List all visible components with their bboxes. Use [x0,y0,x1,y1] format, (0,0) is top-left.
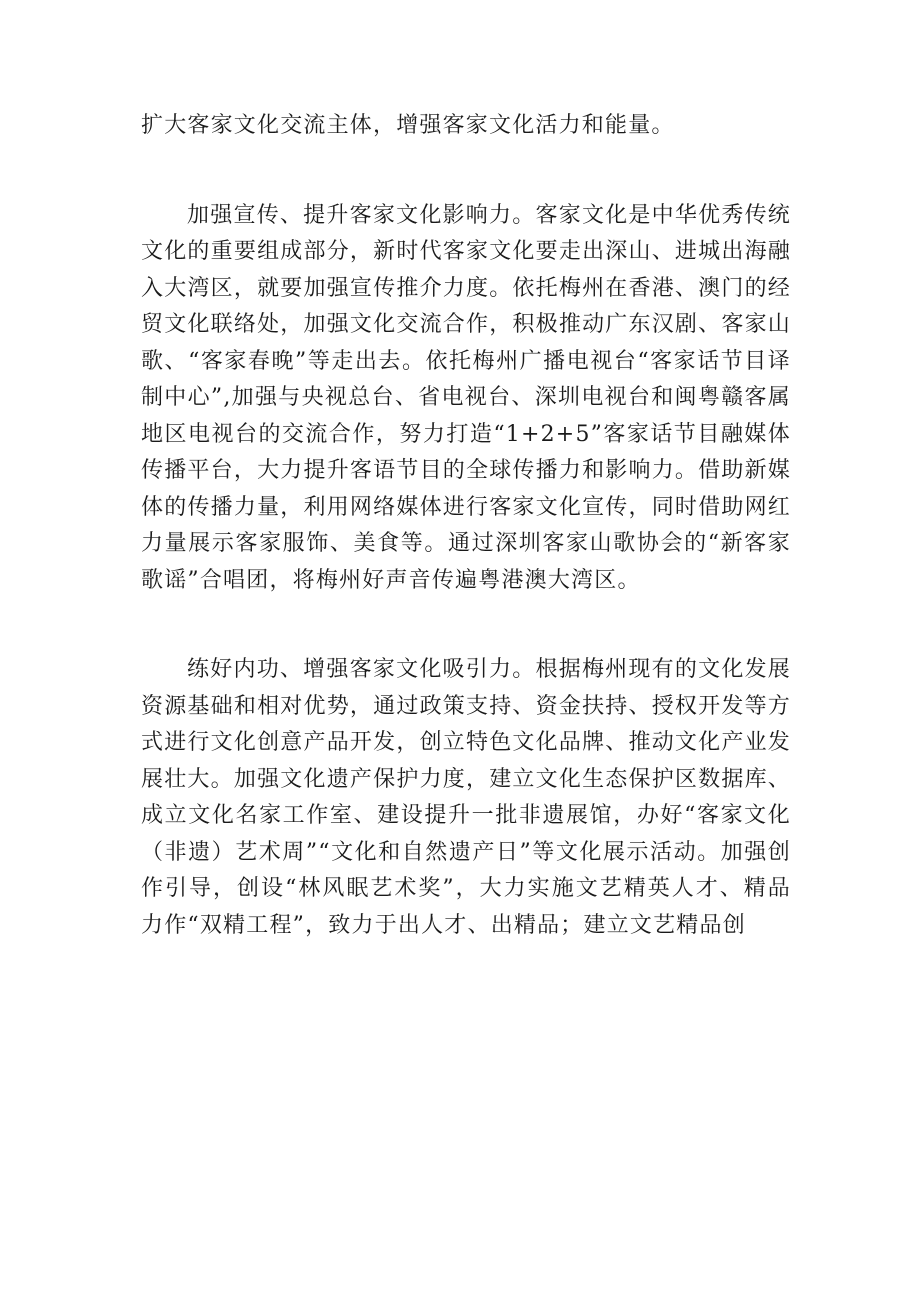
paragraph-inner-strength: 练好内功、增强客家文化吸引力。根据梅州现有的文化发展资源基础和相对优势，通过政策支持、资金扶持、授权开发等方式进行文化创意产品开发，创立特色文化品牌、推动文化产业发展壮大。加强文化遗产保护力度，建立文化生态保护区数据库、成立文化名家工作室、建设提升一批非遗展馆，办好“客家文化（非遗）艺术周”“文化和自然遗产日”等文化展示活动。加强创作引导，创设“林风眠艺术奖”，大力实施文艺精英人才、精品力作“双精工程”，致力于出人才、出精品；建立文艺精品创 [141,657,791,938]
paragraph-publicity: 加强宣传、提升客家文化影响力。客家文化是中华优秀传统文化的重要组成部分，新时代客家文化要走出深山、进城出海融入大湾区，就要加强宣传推介力度。依托梅州在香港、澳门的经贸文化联络处，加强文化交流合作，积极推动广东汉剧、客家山歌、“客家春晚”等走出去。依托梅州广播电视台“客家话节目译制中心”,加强与央视总台、省电视台、深圳电视台和闽粤赣客属地区电视台的交流合作，努力打造“1+2+5”客家话节目融媒体传播平台，大力提升客语节目的全球传播力和影响力。借助新媒体的传播力量，利用网络媒体进行客家文化宣传，同时借助网红力量展示客家服饰、美食等。通过深圳客家山歌协会的“新客家歌谣”合唱团，将梅州好声音传遍粤港澳大湾区。 [141,202,791,593]
document-body [141,108,791,944]
paragraph-continuation: 扩大客家文化交流主体，增强客家文化活力和能量。 [141,113,675,138]
